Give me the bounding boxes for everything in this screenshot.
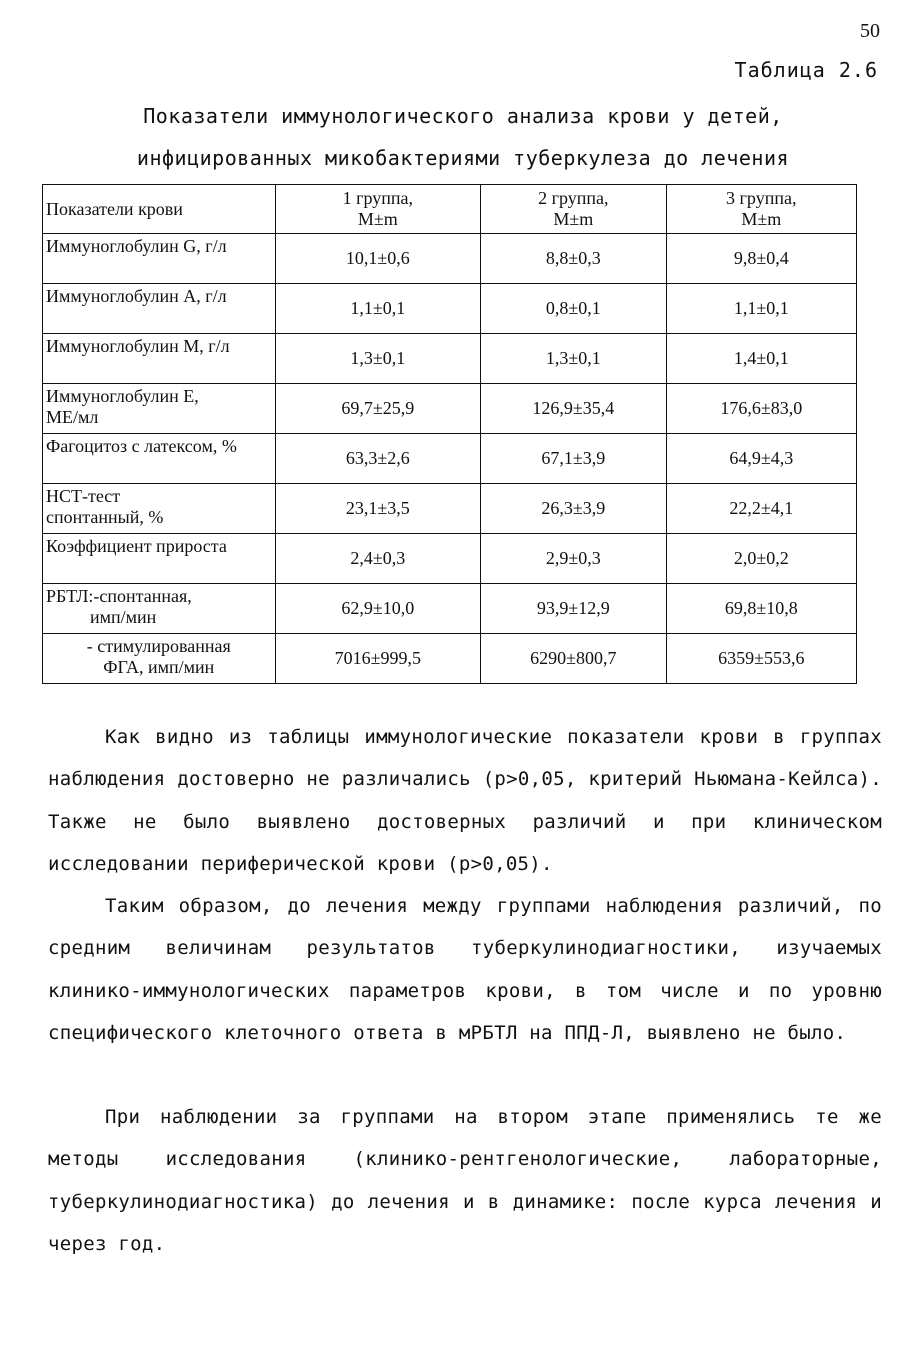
header-group-1-stat: M±m bbox=[357, 209, 398, 229]
body-paragraph: Как видно из таблицы иммунологические показатели крови в группах наблюдения достоверно не различались (p>0,05, критерий Ньюмана-Кейлса). Также не было выявлено достоверных различий и при клиническом исследовании периферической крови (p>0,05). bbox=[48, 726, 882, 875]
table-row bbox=[43, 484, 857, 534]
row-label-line: Иммуноглобулин M, г/л bbox=[46, 336, 230, 356]
header-group-3-stat: M±m bbox=[741, 209, 782, 229]
cell-group-3: 1,1±0,1 bbox=[666, 284, 856, 334]
row-label-line: Фагоцитоз с латексом, % bbox=[46, 436, 237, 456]
table-row bbox=[43, 334, 857, 384]
cell-group-3: 1,4±0,1 bbox=[666, 334, 856, 384]
blood-indicators-table bbox=[42, 184, 857, 684]
cell-group-1: 63,3±2,6 bbox=[275, 434, 481, 484]
row-label bbox=[43, 584, 276, 634]
table-header-row bbox=[43, 185, 857, 234]
cell-group-3: 176,6±83,0 bbox=[666, 384, 856, 434]
cell-group-2: 2,9±0,3 bbox=[481, 534, 666, 584]
row-label bbox=[43, 434, 276, 484]
row-label bbox=[43, 534, 276, 584]
row-label-line: ФГА, имп/мин bbox=[103, 657, 215, 677]
header-group-3 bbox=[666, 185, 856, 234]
table-row bbox=[43, 584, 857, 634]
body-paragraph: Таким образом, до лечения между группами наблюдения различий, по средним величинам результатов туберкулинодиагностики, изучаемых клинико-иммунологических параметров крови, в том числе и по уровню специфического клеточного ответа в мРБТЛ на ППД-Л, выявлено не было. bbox=[48, 895, 882, 1044]
page-number: 50 bbox=[860, 20, 880, 42]
header-group-2-name: 2 группа, bbox=[538, 188, 609, 208]
row-label-line: имп/мин bbox=[90, 607, 157, 627]
body-paragraph: При наблюдении за группами на втором этапе применялись те же методы исследования (клинико-рентгенологические, лабораторные, туберкулинодиагностика) до лечения и в динамике: после курса лечения и через год. bbox=[48, 1106, 882, 1255]
row-label-line: Иммуноглобулин E, bbox=[46, 386, 199, 406]
cell-group-3: 69,8±10,8 bbox=[666, 584, 856, 634]
cell-group-1: 62,9±10,0 bbox=[275, 584, 481, 634]
row-label-line: спонтанный, % bbox=[46, 507, 164, 527]
row-label-line: НСТ-тест bbox=[46, 486, 121, 506]
cell-group-2: 26,3±3,9 bbox=[481, 484, 666, 534]
table-row bbox=[43, 534, 857, 584]
table-row bbox=[43, 284, 857, 334]
cell-group-1: 10,1±0,6 bbox=[275, 234, 481, 284]
header-group-2 bbox=[481, 185, 666, 234]
row-label bbox=[43, 484, 276, 534]
table-row bbox=[43, 634, 857, 684]
cell-group-1: 1,3±0,1 bbox=[275, 334, 481, 384]
header-group-2-stat: M±m bbox=[553, 209, 594, 229]
row-label-line: РБТЛ:-спонтанная, bbox=[46, 586, 192, 606]
cell-group-2: 126,9±35,4 bbox=[481, 384, 666, 434]
row-label bbox=[43, 284, 276, 334]
header-group-1-name: 1 группа, bbox=[342, 188, 414, 208]
cell-group-2: 1,3±0,1 bbox=[481, 334, 666, 384]
cell-group-2: 93,9±12,9 bbox=[481, 584, 666, 634]
table-row bbox=[43, 384, 857, 434]
table-title-line-2: инфицированных микобактериями туберкулеза до лечения bbox=[136, 146, 790, 170]
row-label-line: МЕ/мл bbox=[46, 407, 99, 427]
cell-group-1: 2,4±0,3 bbox=[275, 534, 481, 584]
table-title-line-1: Показатели иммунологического анализа крови у детей, bbox=[143, 104, 783, 128]
row-label bbox=[43, 234, 276, 284]
table-label: Таблица 2.6 bbox=[734, 58, 878, 82]
row-label bbox=[43, 334, 276, 384]
cell-group-3: 2,0±0,2 bbox=[666, 534, 856, 584]
cell-group-2: 0,8±0,1 bbox=[481, 284, 666, 334]
cell-group-1: 1,1±0,1 bbox=[275, 284, 481, 334]
row-label-line: Коэффициент прироста bbox=[46, 536, 227, 556]
row-label bbox=[43, 384, 276, 434]
header-group-1 bbox=[275, 185, 481, 234]
cell-group-3: 6359±553,6 bbox=[666, 634, 856, 684]
cell-group-1: 69,7±25,9 bbox=[275, 384, 481, 434]
row-label-line: - стимулированная bbox=[86, 636, 231, 656]
row-label-line: Иммуноглобулин A, г/л bbox=[46, 286, 227, 306]
cell-group-3: 9,8±0,4 bbox=[666, 234, 856, 284]
header-indicator: Показатели крови bbox=[43, 185, 276, 234]
header-group-3-name: 3 группа, bbox=[726, 188, 797, 208]
cell-group-2: 67,1±3,9 bbox=[481, 434, 666, 484]
table-row bbox=[43, 234, 857, 284]
cell-group-3: 64,9±4,3 bbox=[666, 434, 856, 484]
table-row bbox=[43, 434, 857, 484]
cell-group-1: 23,1±3,5 bbox=[275, 484, 481, 534]
cell-group-2: 8,8±0,3 bbox=[481, 234, 666, 284]
cell-group-3: 22,2±4,1 bbox=[666, 484, 856, 534]
row-label bbox=[43, 634, 276, 684]
cell-group-2: 6290±800,7 bbox=[481, 634, 666, 684]
row-label-line: Иммуноглобулин G, г/л bbox=[46, 236, 227, 256]
cell-group-1: 7016±999,5 bbox=[275, 634, 481, 684]
